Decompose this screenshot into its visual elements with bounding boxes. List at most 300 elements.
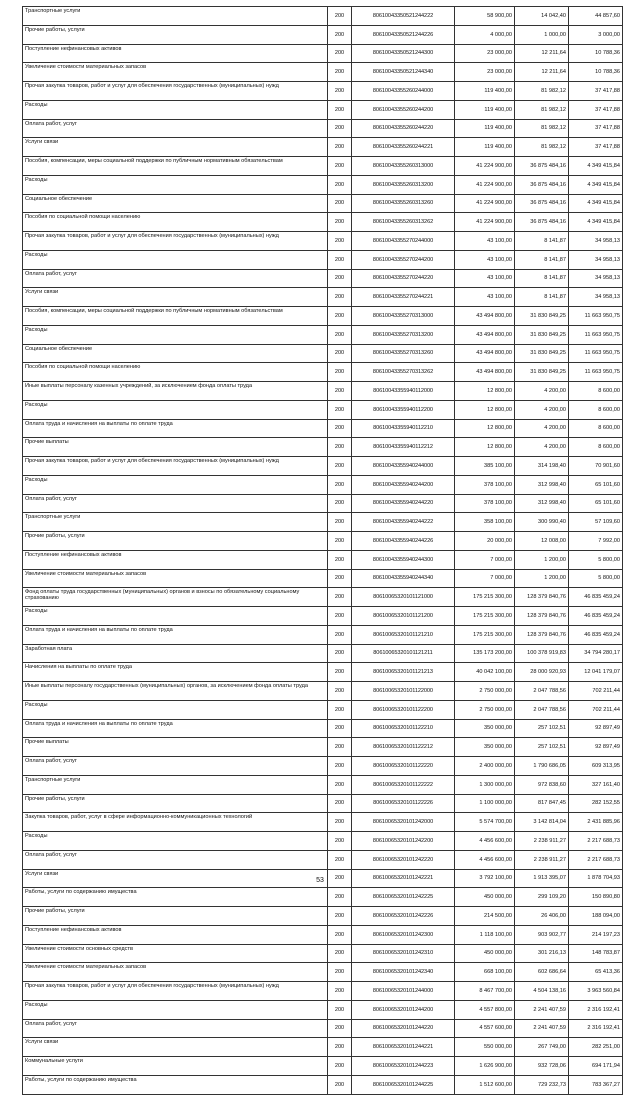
row-line-code: 200 <box>328 513 352 532</box>
table-row <box>23 325 623 344</box>
row-budget-code: 80610065320101244200 <box>352 1000 455 1019</box>
row-name: Услуги связи <box>23 869 328 888</box>
table-row <box>23 682 623 701</box>
row-budget-code: 80610065320101122212 <box>352 738 455 757</box>
row-executed: 817 847,45 <box>515 794 569 813</box>
row-unexecuted: 10 788,36 <box>569 44 623 63</box>
row-line-code: 200 <box>328 288 352 307</box>
row-budget-code: 80610065320101242300 <box>352 925 455 944</box>
row-budget-code: 80610043355270244220 <box>352 269 455 288</box>
row-unexecuted: 148 783,87 <box>569 944 623 963</box>
row-line-code: 200 <box>328 419 352 438</box>
row-budget-code: 80610043355260244000 <box>352 82 455 101</box>
row-approved: 378 100,00 <box>455 475 515 494</box>
row-budget-code: 80610043355940112212 <box>352 438 455 457</box>
row-unexecuted: 3 963 560,84 <box>569 982 623 1001</box>
row-unexecuted: 8 600,00 <box>569 419 623 438</box>
row-name: Транспортные услуги <box>23 7 328 26</box>
row-budget-code: 80610043355260313000 <box>352 157 455 176</box>
row-name: Оплата работ, услуг <box>23 1019 328 1038</box>
table-row <box>23 1057 623 1076</box>
table-row <box>23 663 623 682</box>
row-unexecuted: 34 958,13 <box>569 288 623 307</box>
table-row <box>23 1075 623 1094</box>
table-row <box>23 382 623 401</box>
row-unexecuted: 11 663 950,75 <box>569 325 623 344</box>
row-line-code: 200 <box>328 269 352 288</box>
row-budget-code: 80610065320101242220 <box>352 850 455 869</box>
row-name: Прочая закупка товаров, работ и услуг для обеспечения государственных (муниципальных) нужд <box>23 232 328 251</box>
row-budget-code: 80610065320101244221 <box>352 1038 455 1057</box>
row-line-code: 200 <box>328 907 352 926</box>
row-executed: 300 990,40 <box>515 513 569 532</box>
row-line-code: 200 <box>328 700 352 719</box>
row-budget-code: 80610043355940112000 <box>352 382 455 401</box>
row-unexecuted: 214 197,23 <box>569 925 623 944</box>
row-line-code: 200 <box>328 363 352 382</box>
row-name: Поступление нефинансовых активов <box>23 550 328 569</box>
row-line-code: 200 <box>328 307 352 326</box>
table-row <box>23 213 623 232</box>
row-executed: 1 913 395,07 <box>515 869 569 888</box>
row-approved: 43 494 800,00 <box>455 344 515 363</box>
row-approved: 350 000,00 <box>455 738 515 757</box>
row-name: Прочие выплаты <box>23 438 328 457</box>
row-name: Услуги связи <box>23 288 328 307</box>
row-line-code: 200 <box>328 850 352 869</box>
row-budget-code: 80610065320101244223 <box>352 1057 455 1076</box>
row-line-code: 200 <box>328 532 352 551</box>
row-unexecuted: 57 109,60 <box>569 513 623 532</box>
row-budget-code: 80610043355940244222 <box>352 513 455 532</box>
row-line-code: 200 <box>328 682 352 701</box>
row-approved: 43 100,00 <box>455 232 515 251</box>
row-approved: 41 224 900,00 <box>455 213 515 232</box>
table-row <box>23 63 623 82</box>
row-executed: 932 728,06 <box>515 1057 569 1076</box>
row-unexecuted: 5 800,00 <box>569 550 623 569</box>
row-budget-code: 80610065320101122226 <box>352 794 455 813</box>
row-approved: 119 400,00 <box>455 138 515 157</box>
row-budget-code: 80610065320101242221 <box>352 869 455 888</box>
row-approved: 1 100 000,00 <box>455 794 515 813</box>
row-approved: 58 900,00 <box>455 7 515 26</box>
row-line-code: 200 <box>328 7 352 26</box>
row-unexecuted: 92 897,49 <box>569 719 623 738</box>
row-name: Услуги связи <box>23 1038 328 1057</box>
row-name: Работы, услуги по содержанию имущества <box>23 1075 328 1094</box>
row-budget-code: 80610043355270244000 <box>352 232 455 251</box>
table-row <box>23 607 623 626</box>
table-row <box>23 250 623 269</box>
row-executed: 301 216,13 <box>515 944 569 963</box>
row-line-code: 200 <box>328 213 352 232</box>
table-row <box>23 82 623 101</box>
row-line-code: 200 <box>328 438 352 457</box>
row-unexecuted: 37 417,88 <box>569 138 623 157</box>
row-approved: 12 800,00 <box>455 400 515 419</box>
row-budget-code: 80610065320101122210 <box>352 719 455 738</box>
row-budget-code: 80610043355940112200 <box>352 400 455 419</box>
row-name: Оплата работ, услуг <box>23 119 328 138</box>
row-budget-code: 80610043355270313260 <box>352 344 455 363</box>
row-executed: 14 042,40 <box>515 7 569 26</box>
row-executed: 602 686,64 <box>515 963 569 982</box>
table-row <box>23 438 623 457</box>
row-unexecuted: 34 958,13 <box>569 269 623 288</box>
row-line-code: 200 <box>328 475 352 494</box>
row-unexecuted: 46 835 459,24 <box>569 625 623 644</box>
row-line-code: 200 <box>328 63 352 82</box>
row-approved: 43 100,00 <box>455 250 515 269</box>
row-executed: 31 830 849,25 <box>515 307 569 326</box>
row-approved: 43 494 800,00 <box>455 363 515 382</box>
table-row <box>23 307 623 326</box>
table-row <box>23 738 623 757</box>
row-executed: 2 238 911,27 <box>515 850 569 869</box>
row-budget-code: 80610043355260313200 <box>352 175 455 194</box>
table-row <box>23 475 623 494</box>
row-unexecuted: 8 600,00 <box>569 438 623 457</box>
row-line-code: 200 <box>328 757 352 776</box>
table-row <box>23 569 623 588</box>
row-name: Начисления на выплаты по оплате труда <box>23 663 328 682</box>
row-unexecuted: 2 217 688,73 <box>569 850 623 869</box>
row-unexecuted: 2 316 192,41 <box>569 1000 623 1019</box>
row-budget-code: 80610065320101242200 <box>352 832 455 851</box>
row-executed: 81 982,12 <box>515 100 569 119</box>
row-budget-code: 80610043355260244200 <box>352 100 455 119</box>
row-approved: 358 100,00 <box>455 513 515 532</box>
row-name: Увеличение стоимости материальных запасов <box>23 963 328 982</box>
table-row <box>23 775 623 794</box>
row-executed: 26 406,00 <box>515 907 569 926</box>
table-row <box>23 513 623 532</box>
row-approved: 175 215 300,00 <box>455 625 515 644</box>
row-executed: 81 982,12 <box>515 82 569 101</box>
row-executed: 314 198,40 <box>515 457 569 476</box>
row-budget-code: 80610065320101121000 <box>352 588 455 607</box>
budget-execution-table <box>22 6 623 1095</box>
row-name: Расходы <box>23 400 328 419</box>
row-approved: 378 100,00 <box>455 494 515 513</box>
row-executed: 729 232,73 <box>515 1075 569 1094</box>
row-name: Прочая закупка товаров, работ и услуг для обеспечения государственных (муниципальных) нужд <box>23 82 328 101</box>
row-approved: 43 494 800,00 <box>455 307 515 326</box>
row-line-code: 200 <box>328 1075 352 1094</box>
row-executed: 4 200,00 <box>515 400 569 419</box>
row-approved: 350 000,00 <box>455 719 515 738</box>
row-unexecuted: 702 211,44 <box>569 682 623 701</box>
row-approved: 40 042 100,00 <box>455 663 515 682</box>
row-approved: 4 000,00 <box>455 25 515 44</box>
row-name: Пособия, компенсации, меры социальной поддержки по публичным нормативным обязательствам <box>23 157 328 176</box>
row-line-code: 200 <box>328 550 352 569</box>
row-executed: 312 998,40 <box>515 494 569 513</box>
row-name: Закупка товаров, работ, услуг в сфере информационно-коммуникационных технологий <box>23 813 328 832</box>
row-line-code: 200 <box>328 44 352 63</box>
row-unexecuted: 282 251,00 <box>569 1038 623 1057</box>
row-unexecuted: 2 431 885,96 <box>569 813 623 832</box>
row-budget-code: 80610065320101122222 <box>352 775 455 794</box>
row-name: Работы, услуги по содержанию имущества <box>23 888 328 907</box>
row-unexecuted: 37 417,88 <box>569 82 623 101</box>
row-executed: 2 047 788,56 <box>515 682 569 701</box>
row-budget-code: 80610043355940244340 <box>352 569 455 588</box>
row-budget-code: 80610065320101121210 <box>352 625 455 644</box>
row-budget-code: 80610043355260244220 <box>352 119 455 138</box>
row-name: Иные выплаты персоналу казенных учреждений, за исключением фонда оплаты труда <box>23 382 328 401</box>
row-budget-code: 80610065320101242310 <box>352 944 455 963</box>
row-executed: 12 211,64 <box>515 63 569 82</box>
table-row <box>23 157 623 176</box>
budget-report-sheet <box>22 6 622 1095</box>
table-row <box>23 832 623 851</box>
row-line-code: 200 <box>328 925 352 944</box>
row-name: Оплата труда и начисления на выплаты по оплате труда <box>23 719 328 738</box>
row-executed: 4 200,00 <box>515 419 569 438</box>
row-line-code: 200 <box>328 457 352 476</box>
row-line-code: 200 <box>328 138 352 157</box>
table-row <box>23 719 623 738</box>
row-approved: 23 000,00 <box>455 44 515 63</box>
row-budget-code: 80610043355270244200 <box>352 250 455 269</box>
row-approved: 119 400,00 <box>455 119 515 138</box>
row-unexecuted: 4 349 415,84 <box>569 175 623 194</box>
row-approved: 43 100,00 <box>455 288 515 307</box>
row-unexecuted: 12 041 179,07 <box>569 663 623 682</box>
row-line-code: 200 <box>328 82 352 101</box>
row-name: Прочие работы, услуги <box>23 794 328 813</box>
row-line-code: 200 <box>328 250 352 269</box>
row-approved: 12 800,00 <box>455 382 515 401</box>
table-row <box>23 119 623 138</box>
row-unexecuted: 65 101,60 <box>569 494 623 513</box>
table-row <box>23 550 623 569</box>
table-row <box>23 400 623 419</box>
row-executed: 12 008,00 <box>515 532 569 551</box>
row-executed: 12 211,64 <box>515 44 569 63</box>
row-name: Транспортные услуги <box>23 775 328 794</box>
row-line-code: 200 <box>328 569 352 588</box>
row-approved: 5 574 700,00 <box>455 813 515 832</box>
row-approved: 41 224 900,00 <box>455 194 515 213</box>
row-name: Оплата работ, услуг <box>23 494 328 513</box>
row-name: Расходы <box>23 250 328 269</box>
row-approved: 4 456 600,00 <box>455 850 515 869</box>
row-budget-code: 80610065320101242226 <box>352 907 455 926</box>
row-name: Расходы <box>23 832 328 851</box>
row-executed: 36 875 484,16 <box>515 194 569 213</box>
row-executed: 31 830 849,25 <box>515 363 569 382</box>
row-line-code: 200 <box>328 400 352 419</box>
row-executed: 36 875 484,16 <box>515 157 569 176</box>
row-budget-code: 80610043355260244221 <box>352 138 455 157</box>
row-unexecuted: 8 600,00 <box>569 400 623 419</box>
row-line-code: 200 <box>328 344 352 363</box>
row-budget-code: 80610065320101242000 <box>352 813 455 832</box>
table-row <box>23 813 623 832</box>
row-name: Социальное обеспечение <box>23 194 328 213</box>
row-budget-code: 80610043350521244300 <box>352 44 455 63</box>
row-line-code: 200 <box>328 832 352 851</box>
row-name: Поступление нефинансовых активов <box>23 925 328 944</box>
row-name: Расходы <box>23 100 328 119</box>
row-executed: 312 998,40 <box>515 475 569 494</box>
row-executed: 2 238 911,27 <box>515 832 569 851</box>
row-name: Расходы <box>23 475 328 494</box>
row-budget-code: 80610043355270313262 <box>352 363 455 382</box>
table-row <box>23 700 623 719</box>
row-line-code: 200 <box>328 25 352 44</box>
row-budget-code: 80610065320101242225 <box>352 888 455 907</box>
row-executed: 972 838,60 <box>515 775 569 794</box>
row-name: Услуги связи <box>23 138 328 157</box>
row-executed: 36 875 484,16 <box>515 175 569 194</box>
row-approved: 7 000,00 <box>455 569 515 588</box>
row-approved: 450 000,00 <box>455 944 515 963</box>
table-row <box>23 419 623 438</box>
table-row <box>23 175 623 194</box>
row-approved: 450 000,00 <box>455 888 515 907</box>
table-row <box>23 888 623 907</box>
row-budget-code: 80610043350521244222 <box>352 7 455 26</box>
row-line-code: 200 <box>328 738 352 757</box>
row-unexecuted: 70 901,60 <box>569 457 623 476</box>
table-row <box>23 757 623 776</box>
row-unexecuted: 4 349 415,84 <box>569 157 623 176</box>
row-budget-code: 80610043355260313262 <box>352 213 455 232</box>
row-unexecuted: 37 417,88 <box>569 100 623 119</box>
row-executed: 81 982,12 <box>515 119 569 138</box>
row-name: Увеличение стоимости материальных запасов <box>23 63 328 82</box>
row-executed: 903 902,77 <box>515 925 569 944</box>
row-unexecuted: 694 171,94 <box>569 1057 623 1076</box>
row-executed: 2 241 407,59 <box>515 1019 569 1038</box>
row-unexecuted: 2 316 192,41 <box>569 1019 623 1038</box>
row-line-code: 200 <box>328 175 352 194</box>
row-unexecuted: 65 101,60 <box>569 475 623 494</box>
table-row <box>23 138 623 157</box>
row-name: Пособия, компенсации, меры социальной поддержки по публичным нормативным обязательствам <box>23 307 328 326</box>
row-executed: 8 141,87 <box>515 288 569 307</box>
row-unexecuted: 1 878 704,93 <box>569 869 623 888</box>
table-row <box>23 100 623 119</box>
row-approved: 214 500,00 <box>455 907 515 926</box>
row-approved: 41 224 900,00 <box>455 157 515 176</box>
row-line-code: 200 <box>328 119 352 138</box>
row-unexecuted: 37 417,88 <box>569 119 623 138</box>
row-budget-code: 80610043350521244340 <box>352 63 455 82</box>
row-line-code: 200 <box>328 1019 352 1038</box>
row-executed: 1 000,00 <box>515 25 569 44</box>
table-row <box>23 44 623 63</box>
row-name: Расходы <box>23 325 328 344</box>
row-unexecuted: 34 958,13 <box>569 232 623 251</box>
row-approved: 7 000,00 <box>455 550 515 569</box>
table-row <box>23 363 623 382</box>
row-unexecuted: 11 663 950,75 <box>569 363 623 382</box>
row-approved: 175 215 300,00 <box>455 607 515 626</box>
row-executed: 8 141,87 <box>515 269 569 288</box>
row-name: Прочие выплаты <box>23 738 328 757</box>
page-number: 53 <box>316 877 324 884</box>
row-executed: 4 200,00 <box>515 382 569 401</box>
row-approved: 23 000,00 <box>455 63 515 82</box>
row-executed: 299 109,20 <box>515 888 569 907</box>
row-executed: 100 378 919,83 <box>515 644 569 663</box>
row-unexecuted: 4 349 415,84 <box>569 213 623 232</box>
row-line-code: 200 <box>328 1057 352 1076</box>
row-line-code: 200 <box>328 382 352 401</box>
table-row <box>23 588 623 607</box>
table-row <box>23 963 623 982</box>
row-line-code: 200 <box>328 607 352 626</box>
row-budget-code: 80610043355260313260 <box>352 194 455 213</box>
row-unexecuted: 44 857,60 <box>569 7 623 26</box>
row-executed: 31 830 849,25 <box>515 325 569 344</box>
row-budget-code: 80610043355270313000 <box>352 307 455 326</box>
row-budget-code: 80610043355270244221 <box>352 288 455 307</box>
row-approved: 4 557 600,00 <box>455 1019 515 1038</box>
row-unexecuted: 2 217 688,73 <box>569 832 623 851</box>
row-approved: 43 494 800,00 <box>455 325 515 344</box>
row-budget-code: 80610065320101122200 <box>352 700 455 719</box>
row-unexecuted: 34 958,13 <box>569 250 623 269</box>
row-executed: 3 142 814,04 <box>515 813 569 832</box>
row-unexecuted: 5 800,00 <box>569 569 623 588</box>
row-name: Прочие работы, услуги <box>23 907 328 926</box>
table-row <box>23 25 623 44</box>
row-name: Социальное обеспечение <box>23 344 328 363</box>
row-unexecuted: 8 600,00 <box>569 382 623 401</box>
row-name: Пособия по социальной помощи населению <box>23 213 328 232</box>
row-budget-code: 80610065320101121211 <box>352 644 455 663</box>
row-unexecuted: 282 152,55 <box>569 794 623 813</box>
row-executed: 128 379 840,76 <box>515 625 569 644</box>
table-row <box>23 850 623 869</box>
row-executed: 8 141,87 <box>515 232 569 251</box>
row-unexecuted: 188 094,00 <box>569 907 623 926</box>
row-name: Расходы <box>23 1000 328 1019</box>
row-executed: 2 241 407,59 <box>515 1000 569 1019</box>
row-approved: 119 400,00 <box>455 100 515 119</box>
row-unexecuted: 327 161,40 <box>569 775 623 794</box>
table-row <box>23 269 623 288</box>
table-row <box>23 644 623 663</box>
row-line-code: 200 <box>328 325 352 344</box>
row-approved: 119 400,00 <box>455 82 515 101</box>
row-name: Оплата работ, услуг <box>23 757 328 776</box>
row-unexecuted: 702 211,44 <box>569 700 623 719</box>
row-line-code: 200 <box>328 588 352 607</box>
row-line-code: 200 <box>328 157 352 176</box>
row-budget-code: 80610065320101242340 <box>352 963 455 982</box>
row-line-code: 200 <box>328 494 352 513</box>
row-unexecuted: 10 788,36 <box>569 63 623 82</box>
row-budget-code: 80610043355940112210 <box>352 419 455 438</box>
row-approved: 12 800,00 <box>455 438 515 457</box>
row-name: Поступление нефинансовых активов <box>23 44 328 63</box>
row-unexecuted: 783 367,27 <box>569 1075 623 1094</box>
row-executed: 8 141,87 <box>515 250 569 269</box>
table-row <box>23 944 623 963</box>
row-budget-code: 80610043350521244226 <box>352 25 455 44</box>
row-unexecuted: 92 897,49 <box>569 738 623 757</box>
row-budget-code: 80610043355940244220 <box>352 494 455 513</box>
row-approved: 8 467 700,00 <box>455 982 515 1001</box>
row-name: Оплата труда и начисления на выплаты по оплате труда <box>23 419 328 438</box>
